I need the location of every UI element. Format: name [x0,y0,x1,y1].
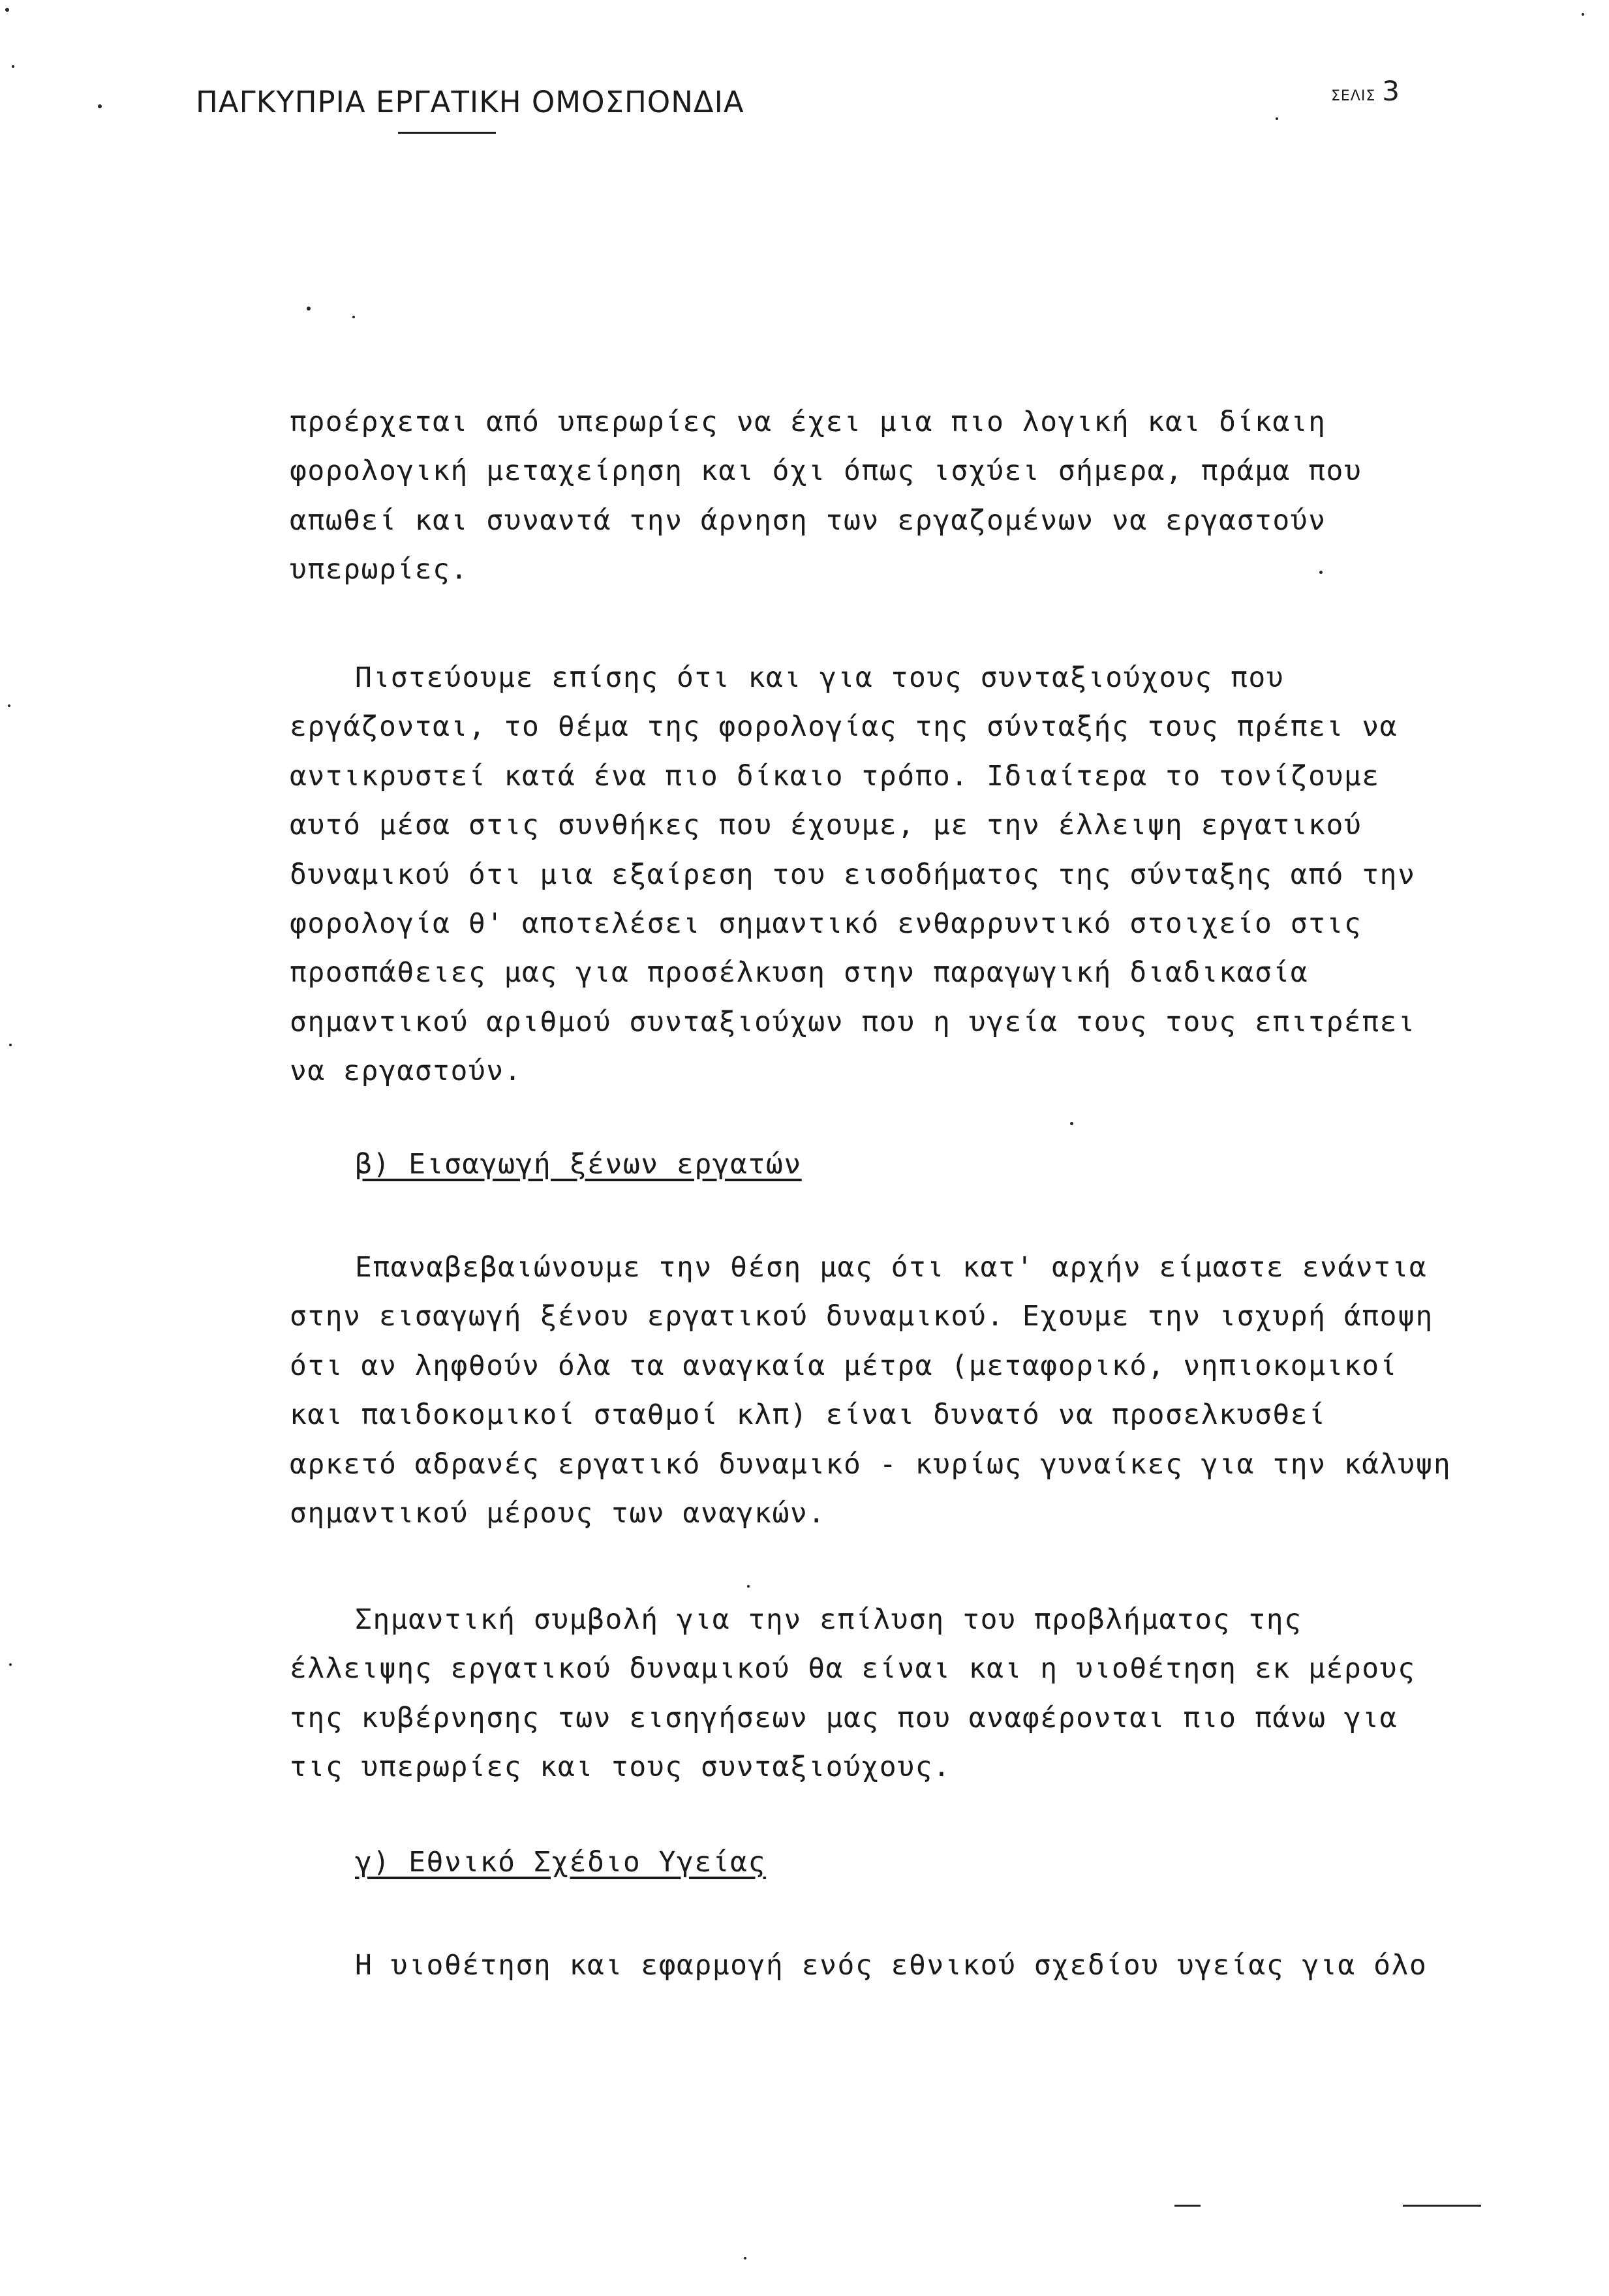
section-heading-foreign-workers: β) Εισαγωγή ξένων εργατών [355,1148,802,1181]
text-line: Πιστεύουμε επίσης ότι και για τους συνταξιούχους που [355,661,1285,694]
section-heading-health-plan: γ) Εθνικό Σχέδιο Υγείας [355,1846,766,1879]
text-line: αυτό μέσα στις συνθήκες που έχουμε, με την έλλειψη εργατικού [290,809,1362,842]
text-line: στην εισαγωγή ξένου εργατικού δυναμικού. Εχουμε την ισχυρή άποψη [290,1300,1433,1333]
text-line: Σημαντική συμβολή για την επίλυση του προβλήματος της [355,1603,1302,1636]
text-line: δυναμικού ότι μια εξαίρεση του εισοδήματος της σύνταξης από την [290,858,1416,891]
text-line: έλλειψης εργατικού δυναμικού θα είναι και η υιοθέτηση εκ μέρους [290,1652,1416,1685]
text-line: αντικρυστεί κατά ένα πιο δίκαιο τρόπο. Ιδιαίτερα το τονίζουμε [290,759,1380,793]
scan-speck [98,104,102,108]
text-line: προέρχεται από υπερωρίες να έχει μια πιο λογική και δίκαιη [290,406,1326,438]
text-line: τις υπερωρίες και τους συνταξιούχους. [290,1751,951,1784]
scan-speck [307,307,311,310]
paragraph-overtime-tax [290,398,1360,595]
scan-speck [1403,2205,1481,2207]
scan-speck [5,8,9,12]
scan-speck [1319,571,1323,574]
text-line: να εργαστούν. [290,1055,523,1088]
scan-speck [1070,1122,1073,1125]
page-abbr: ΣΕΛΙΣ [1331,88,1376,104]
text-line: ότι αν ληφθούν όλα τα αναγκαία μέτρα (μεταφορικό, νηπιοκομικοί [290,1349,1398,1382]
page-number: 3 [1382,75,1400,107]
scan-speck [747,1585,750,1588]
text-line: εργάζονται, το θέμα της φορολογίας της σύνταξής τους πρέπει να [290,710,1398,744]
text-line: Η υιοθέτηση και εφαρμογή ενός εθνικού σχεδίου υγείας για όλο [355,1949,1428,1982]
text-line: σημαντικού αριθμού συνταξιούχων που η υγεία τους τους επιτρέπει [290,1005,1416,1038]
paragraph-health-plan [290,1941,1428,1990]
scan-speck [1582,13,1584,16]
text-line: της κυβέρνησης των εισηγήσεων μας που αναφέρονται πιο πάνω για [290,1701,1398,1734]
scan-speck [1174,2205,1201,2207]
scan-speck [9,1044,12,1046]
text-line: σημαντικού μέρους των αναγκών. [290,1496,826,1530]
text-line: προσπάθειες μας για προσέλκυση στην παραγωγική διαδικασία [290,956,1309,989]
paragraph-pensioners [290,654,1416,1096]
text-line: αρκετό αδρανές εργατικό δυναμικό - κυρίως γυναίκες για την κάλυψη [290,1447,1452,1481]
scan-speck [352,316,355,318]
text-line: απωθεί και συναντά την άρνηση των εργαζομένων να εργαστούν [290,504,1326,537]
scan-speck [744,2257,746,2259]
scan-speck [9,1663,12,1666]
text-line: υπερωρίες. [290,553,468,586]
text-line: φορολογία θ' αποτελέσει σημαντικό ενθαρρυντικό στοιχείο στις [290,907,1362,940]
organization-header: ΠΑΓΚΥΠΡΙΑ ΕΡΓΑΤΙΚΗ ΟΜΟΣΠΟΝΔΙΑ [196,85,744,119]
scan-speck [12,65,14,68]
paragraph-labor-shortage [290,1595,1416,1792]
text-line: Επαναβεβαιώνουμε την θέση μας ότι κατ' αρχήν είμαστε ενάντια [355,1251,1428,1284]
text-line: και παιδοκομικοί σταθμοί κλπ) είναι δυνατό να προσελκυσθεί [290,1398,1326,1432]
header-underline [398,132,496,134]
text-line: φορολογική μεταχείρηση και όχι όπως ισχύει σήμερα, πράμα που [290,455,1362,488]
scan-speck [1276,117,1278,120]
page-label [1331,75,1400,107]
scan-speck [8,704,10,707]
paragraph-foreign-workers [290,1243,1452,1538]
